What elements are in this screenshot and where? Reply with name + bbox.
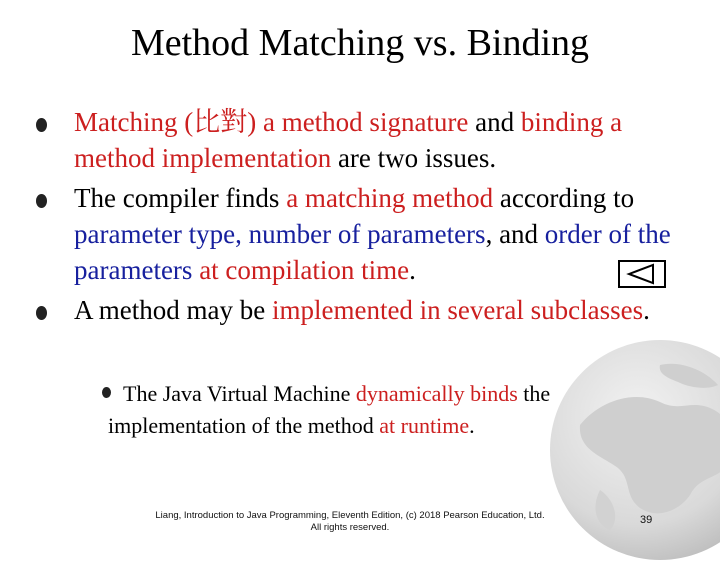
bullet-item-3	[28, 292, 688, 328]
sub-bullet-segment: at runtime	[379, 413, 470, 438]
footer-copyright	[100, 510, 600, 534]
bullet-2-segment: a matching method	[286, 183, 494, 213]
sub-bullet-dot-icon	[102, 387, 111, 398]
bullet-1-segment: and	[468, 107, 521, 137]
bullet-dot-icon	[36, 118, 47, 132]
bullet-2-segment: order of the parameters	[74, 219, 671, 285]
sub-bullet-segment: dynamically binds	[355, 381, 518, 406]
bullet-dot-icon	[36, 306, 47, 320]
slide-title: Method Matching vs. Binding	[130, 22, 590, 64]
bullet-2-segment: .	[409, 255, 416, 285]
bullet-3-segment: .	[643, 295, 650, 325]
bullet-1-segment: Matching (比對) a method signature	[74, 107, 469, 137]
bullet-1-segment: are two issues.	[331, 143, 497, 173]
bullet-2-segment: at compilation time	[199, 255, 410, 285]
bullet-2-segment: parameter type, number of parameters	[74, 219, 486, 249]
sub-bullet	[108, 378, 648, 442]
bullet-3-segment: A method may be	[74, 295, 272, 325]
sub-bullet-segment: the implementation of the method	[108, 381, 551, 438]
back-button[interactable]	[618, 260, 666, 288]
footer-line-2: All rights reserved.	[310, 522, 390, 533]
bullet-item-1	[28, 104, 688, 176]
bullet-2-segment: The compiler finds	[74, 183, 287, 213]
page-number: 39	[640, 514, 653, 526]
bullet-3-segment: implemented in several subclasses	[271, 295, 644, 325]
bullet-2-segment: according to	[493, 183, 635, 213]
bullet-list	[28, 104, 688, 328]
footer-line-1: Liang, Introduction to Java Programming, Eleventh Edition, (c) 2018 Pearson Education, Ltd.	[155, 510, 545, 521]
bullet-dot-icon	[36, 194, 47, 208]
sub-bullet-segment: The Java Virtual Machine	[123, 381, 356, 406]
triangle-left-icon	[620, 262, 664, 286]
bullet-2-segment: , and	[485, 219, 545, 249]
sub-bullet-segment: .	[469, 413, 475, 438]
bullet-1-segment: binding a method implementation	[74, 107, 623, 173]
globe-decoration	[540, 330, 720, 570]
bullet-item-2	[28, 180, 688, 288]
